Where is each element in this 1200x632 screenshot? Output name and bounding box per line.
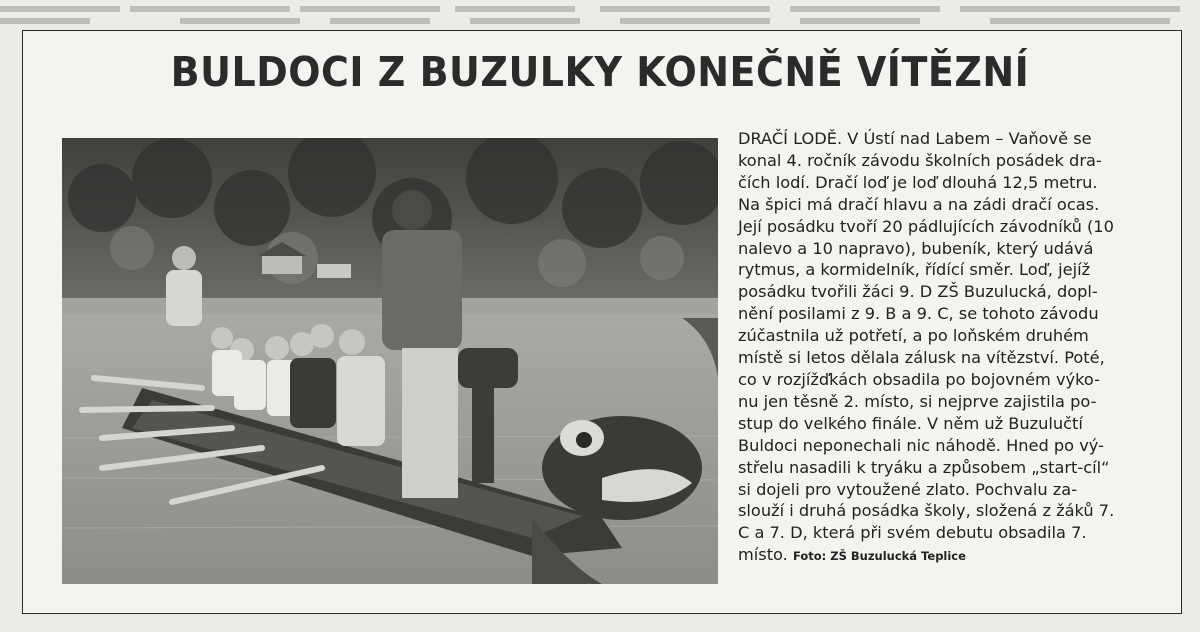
body-line: rytmus, a kormidelník, řídící směr. Loď, jejíž: [738, 260, 1091, 280]
dragon-boat-photo: [62, 138, 718, 584]
body-line: slouží i druhá posádka školy, složená z žáků 7.: [738, 501, 1115, 521]
body-line: posádku tvořili žáci 9. D ZŠ Buzulucká, dopl-: [738, 282, 1098, 302]
body-line: DRAČÍ LODĚ. V Ústí nad Labem – Vaňově se: [738, 129, 1092, 148]
bleed-through-top: [0, 2, 1200, 28]
body-line: Její posádku tvoří 20 pádlujících závodníků (10: [738, 216, 1114, 236]
article-headline: BULDOCI Z BUZULKY KONEČNĚ VÍTĚZNÍ: [170, 48, 1030, 96]
body-line: si dojeli pro vytoužené zlato. Pochvalu za-: [738, 479, 1078, 499]
body-line-last: [738, 544, 1170, 568]
body-line: Na špici má dračí hlavu a na zádi dračí ocas.: [738, 194, 1100, 214]
body-line: nění posilami z 9. B a 9. C, se tohoto závodu: [738, 304, 1099, 324]
body-line: Buldoci neponechali nic náhodě. Hned po vý-: [738, 435, 1104, 455]
body-last-word: místo.: [738, 545, 788, 565]
body-line: co v rozjížďkách obsadila po bojovném výko-: [738, 369, 1100, 389]
article-body: [738, 128, 1170, 568]
body-line: zúčastnila už potřetí, a po loňském druhém: [738, 326, 1089, 346]
body-line: nalevo a 10 napravo), bubeník, který udává: [738, 238, 1094, 258]
body-line: stup do velkého finále. V něm už Buzulučtí: [738, 413, 1083, 433]
body-line: konal 4. ročník závodu školních posádek dra-: [738, 150, 1102, 170]
body-line: střelu nasadili k tryáku a způsobem „start-cíl“: [738, 457, 1110, 477]
body-line: místě si letos dělala zálusk na vítězství. Poté,: [738, 348, 1105, 368]
photo-credit: Foto: ZŠ Buzulucká Teplice: [792, 549, 966, 564]
article-photo: [62, 138, 718, 584]
body-line: nu jen těsně 2. místo, si nejprve zajistila po-: [738, 391, 1097, 411]
body-line: čích lodí. Dračí loď je loď dlouhá 12,5 metru.: [738, 172, 1098, 192]
body-line: C a 7. D, která při svém debutu obsadila 7.: [738, 523, 1087, 543]
